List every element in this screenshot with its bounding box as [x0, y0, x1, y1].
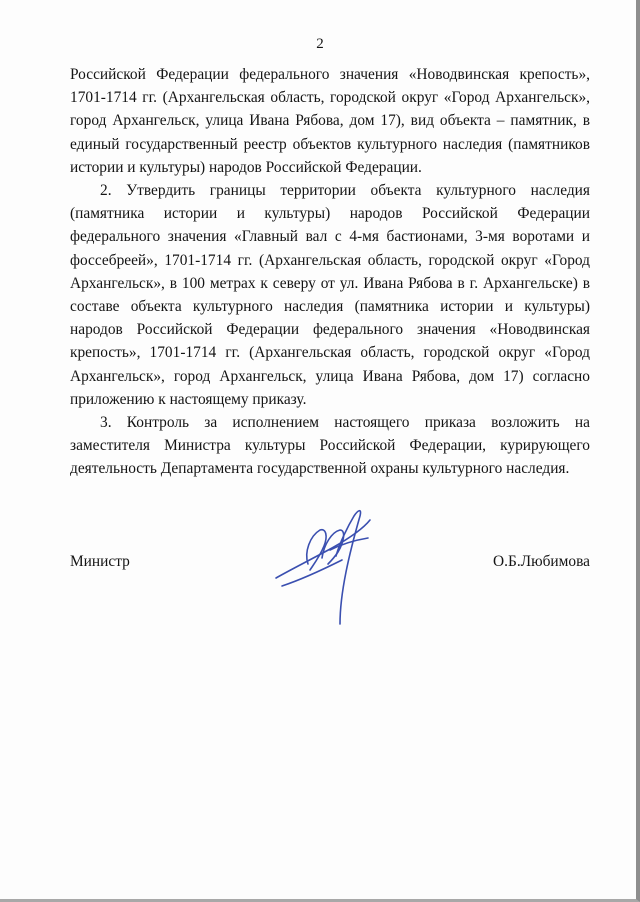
page-number: 2 — [316, 36, 324, 52]
signer-name: О.Б.Любимова — [493, 553, 590, 570]
document-body — [70, 63, 590, 481]
signer-title: Министр — [70, 553, 130, 570]
handwritten-signature — [270, 500, 380, 630]
paragraph-item-2: 2. Утвердить границы территории объекта культурного наследия (памятника истории и культуры) народов Российской Федерации федерального значения «Главный вал с 4-мя бастионами, 3-мя воротами и фоссебреей», 1701-1714 гг. (Архангельская область, городской округ «Город Архангельск», в 100 метрах к северу от ул. Ивана Рябова в г. Архангельске) в составе объекта культурного наследия (памятника истории и культуры) народов Российской Федерации федерального значения «Новодвинская крепость», 1701-1714 гг. (Архангельская область, городской округ «Город Архангельск», город Архангельск, улица Ивана Рябова, дом 17) согласно приложению к настоящему приказу. — [70, 182, 590, 408]
paragraph-continuation: Российской Федерации федерального значения «Новодвинская крепость», 1701-1714 гг. (Архангельская область, городской округ «Город Архангельск», город Архангельск, улица Ивана Рябова, дом 17), вид объекта – памятник, в единый государственный реестр объектов культурного наследия (памятников истории и культуры) народов Российской Федерации. — [70, 66, 590, 176]
paragraph-item-3: 3. Контроль за исполнением настоящего приказа возложить на заместителя Министра культуры Российской Федерации, курирующего деятельность Департамента государственной охраны культурного наследия. — [70, 414, 590, 478]
